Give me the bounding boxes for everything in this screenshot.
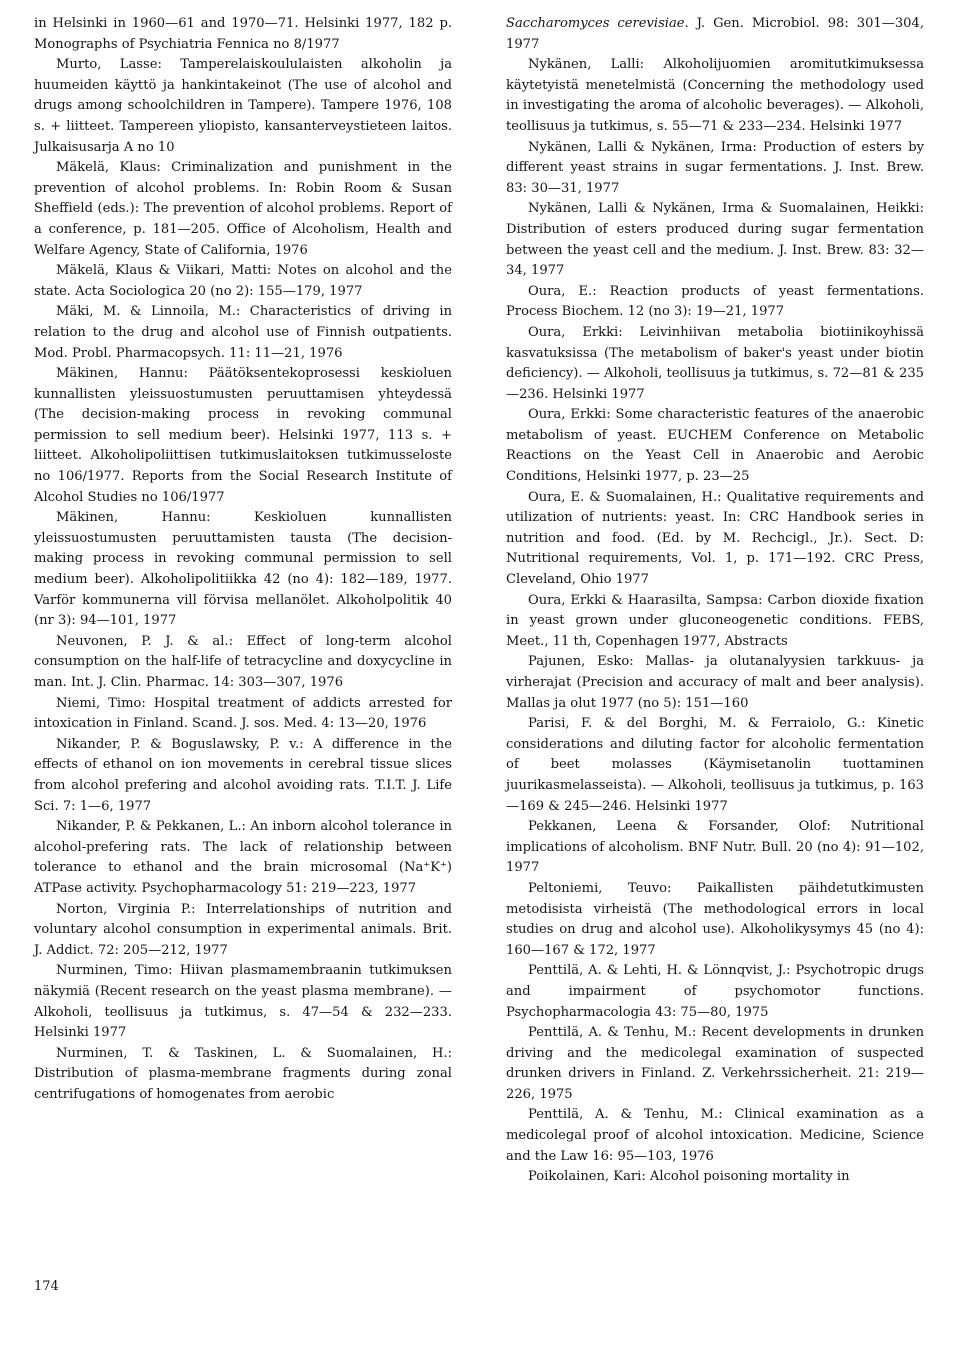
- reference-entry: Oura, Erkki & Haarasilta, Sampsa: Carbon dioxide fixation in yeast grown under gluconeogenetic conditions. FEBS, Meet., 11 th, Copenhagen 1977, Abstracts: [506, 592, 924, 649]
- reference-entry: Oura, E. & Suomalainen, H.: Qualitative requirements and utilization of nutrients: yeast. In: CRC Handbook series in nutrition and food. (Ed. by M. Rechcigl., Jr.). Sect. D: Nutritional requirements, Vol. 1, p. 171—192. CRC Press, Cleveland, Ohio 1977: [506, 489, 924, 588]
- reference-entry: Nikander, P. & Pekkanen, L.: An inborn alcohol tolerance in alcohol-prefering rats. The lack of relationship between tolerance to ethanol and the brain microsomal (Na⁺K⁺) ATPase activity. Psychopharmacology 51: 219—223, 1977: [34, 819, 452, 896]
- reference-entry: Poikolainen, Kari: Alcohol poisoning mortality in: [528, 1169, 850, 1185]
- reference-entry: Nikander, P. & Boguslawsky, P. v.: A difference in the effects of ethanol on ion movements in cerebral tissue slices from alcohol prefering and alcohol avoiding rats. T.I.T. J. Life Sci. 7: 1—6, 1977: [34, 736, 452, 814]
- reference-entry: Nykänen, Lalli & Nykänen, Irma: Production of esters by different yeast strains in sugar fermentations. J. Inst. Brew. 83: 30—31, 1977: [506, 139, 924, 196]
- reference-entry: Norton, Virginia P.: Interrelationships of nutrition and voluntary alcohol consumption in experimental animals. Brit. J. Addict. 72: 205—212, 1977: [34, 901, 452, 958]
- reference-entry: Oura, Erkki: Leivinhiivan metabolia biotiinikoyhissä kasvatuksissa (The metabolism of baker's yeast under biotin deficiency). — Alkoholi, teollisuus ja tutkimus, s. 72—81 & 235—236. Helsinki 1977: [506, 324, 924, 402]
- reference-entry: Oura, Erkki: Some characteristic features of the anaerobic metabolism of yeast. EUCHEM Conference on Metabolic Reactions on the Yeast Cell in Anaerobic and Aerobic Conditions, Helsinki 1977, p. 23—25: [506, 407, 924, 485]
- reference-entry: Nurminen, Timo: Hiivan plasmamembraanin tutkimuksen näkymiä (Recent research on the yeast plasma membrane). — Alkoholi, teollisuus ja tutkimus, s. 47—54 & 232—233. Helsinki 1977: [34, 963, 452, 1041]
- reference-entry: Mäkelä, Klaus & Viikari, Matti: Notes on alcohol and the state. Acta Sociologica 20 (no 2): 155—179, 1977: [34, 263, 452, 299]
- reference-entry: Penttilä, A. & Tenhu, M.: Recent developments in drunken driving and the medicolegal examination of suspected drunken drivers in Finland. Z. Verkehrssicherheit. 21: 219—226, 1975: [506, 1025, 924, 1102]
- reference-entry: Nykänen, Lalli: Alkoholijuomien aromitutkimuksessa käytetyistä menetelmistä (Concerning the methodology used in investigating the aroma of alcoholic beverages). — Alkoholi, teollisuus ja tutkimus, s. 55—71 & 233—234. Helsinki 1977: [506, 57, 924, 134]
- reference-entry: in Helsinki in 1960—61 and 1970—71. Helsinki 1977, 182 p. Monographs of Psychiatria Fennica no 8/1977: [34, 16, 452, 52]
- reference-entry: Mäki, M. & Linnoila, M.: Characteristics of driving in relation to the drug and alcohol use of Finnish outpatients. Mod. Probl. Pharmacopsych. 11: 11—21, 1976: [34, 304, 452, 361]
- reference-entry: Parisi, F. & del Borghi, M. & Ferraiolo, G.: Kinetic considerations and diluting factor for alcoholic fermentation of beet molasses (Käymisetanolin tuottaminen juurikasmelasseista). — Alkoholi, teollisuus ja tutkimus, p. 163—169 & 245—246. Helsinki 1977: [506, 716, 924, 814]
- reference-entry: Mäkelä, Klaus: Criminalization and punishment in the prevention of alcohol problems. In: Robin Room & Susan Sheffield (eds.): The prevention of alcohol problems. Report of a conference, p. 181—205. Office of Alcoholism, Health and Welfare Agency, State of California, 1976: [34, 160, 452, 258]
- right-column: [506, 14, 924, 1188]
- reference-entry: Niemi, Timo: Hospital treatment of addicts arrested for intoxication in Finland. Scand. J. sos. Med. 4: 13—20, 1976: [34, 695, 452, 732]
- page-number: 174: [34, 1279, 59, 1294]
- reference-entry: Peltoniemi, Teuvo: Paikallisten päihdetutkimusten metodisista virheistä (The methodological errors in local studies on drug and alcohol use). Alkoholikysymys 45 (no 4): 160—167 & 172, 1977: [506, 880, 924, 958]
- reference-entry: Saccharomyces cerevisiae. J. Gen. Microbiol. 98: 301—304, 1977: [506, 16, 924, 52]
- reference-entry: Murto, Lasse: Tamperelaiskoululaisten alkoholin ja huumeiden käyttö ja hankintakeinot (The use of alcohol and drugs among schoolchildren in Tampere). Tampere 1976, 108 s. + liitteet. Tampereen yliopisto, kansanterveystieteen laitos. Julkaisusarja A no 10: [34, 57, 452, 155]
- reference-entry: Penttilä, A. & Tenhu, M.: Clinical examination as a medicolegal proof of alcohol intoxication. Medicine, Science and the Law 16: 95—103, 1976: [506, 1107, 924, 1164]
- reference-entry: Penttilä, A. & Lehti, H. & Lönnqvist, J.: Psychotropic drugs and impairment of psychomotor functions. Psychopharmacologia 43: 75—80, 1975: [506, 963, 924, 1020]
- reference-entry: Oura, E.: Reaction products of yeast fermentations. Process Biochem. 12 (no 3): 19—21, 1977: [506, 283, 924, 320]
- reference-entry: Neuvonen, P. J. & al.: Effect of long-term alcohol consumption on the half-life of tetracycline and doxycycline in man. Int. J. Clin. Pharmac. 14: 303—307, 1976: [34, 633, 452, 690]
- reference-entry: Nykänen, Lalli & Nykänen, Irma & Suomalainen, Heikki: Distribution of esters produced during sugar fermentation between the yeast cell and the medium. J. Inst. Brew. 83: 32—34, 1977: [506, 201, 924, 279]
- reference-entry: Pekkanen, Leena & Forsander, Olof: Nutritional implications of alcoholism. BNF Nutr. Bull. 20 (no 4): 91—102, 1977: [506, 819, 924, 876]
- reference-entry: Mäkinen, Hannu: Keskioluen kunnallisten yleissuostumusten peruuttamisten tausta (The decision-making process in revoking communal permission to sell medium beer). Alkoholipolitiikka 42 (no 4): 182—189, 1977. Varför kommunerna vill förvisa mellanölet. Alkoholpolitik 40 (nr 3): 94—101, 1977: [34, 510, 452, 629]
- reference-entry: Nurminen, T. & Taskinen, L. & Suomalainen, H.: Distribution of plasma-membrane fragments during zonal centrifugations of homogenates from aerobic: [34, 1045, 452, 1102]
- left-column: [34, 14, 452, 1105]
- reference-entry: Pajunen, Esko: Mallas- ja olutanalyysien tarkkuus- ja virherajat (Precision and accuracy of malt and beer analysis). Mallas ja olut 1977 (no 5): 151—160: [506, 654, 924, 711]
- reference-entry: Mäkinen, Hannu: Päätöksentekoprosessi keskioluen kunnallisten yleissuostumusten peruuttamisen yhteydessä (The decision-making process in revoking communal permission to sell medium beer). Helsinki 1977, 113 s. + liitteet. Alkoholipoliittisen tutkimuslaitoksen tutkimusseloste no 106/1977. Reports from the Social Research Institute of Alcohol Studies no 106/1977: [34, 366, 452, 505]
